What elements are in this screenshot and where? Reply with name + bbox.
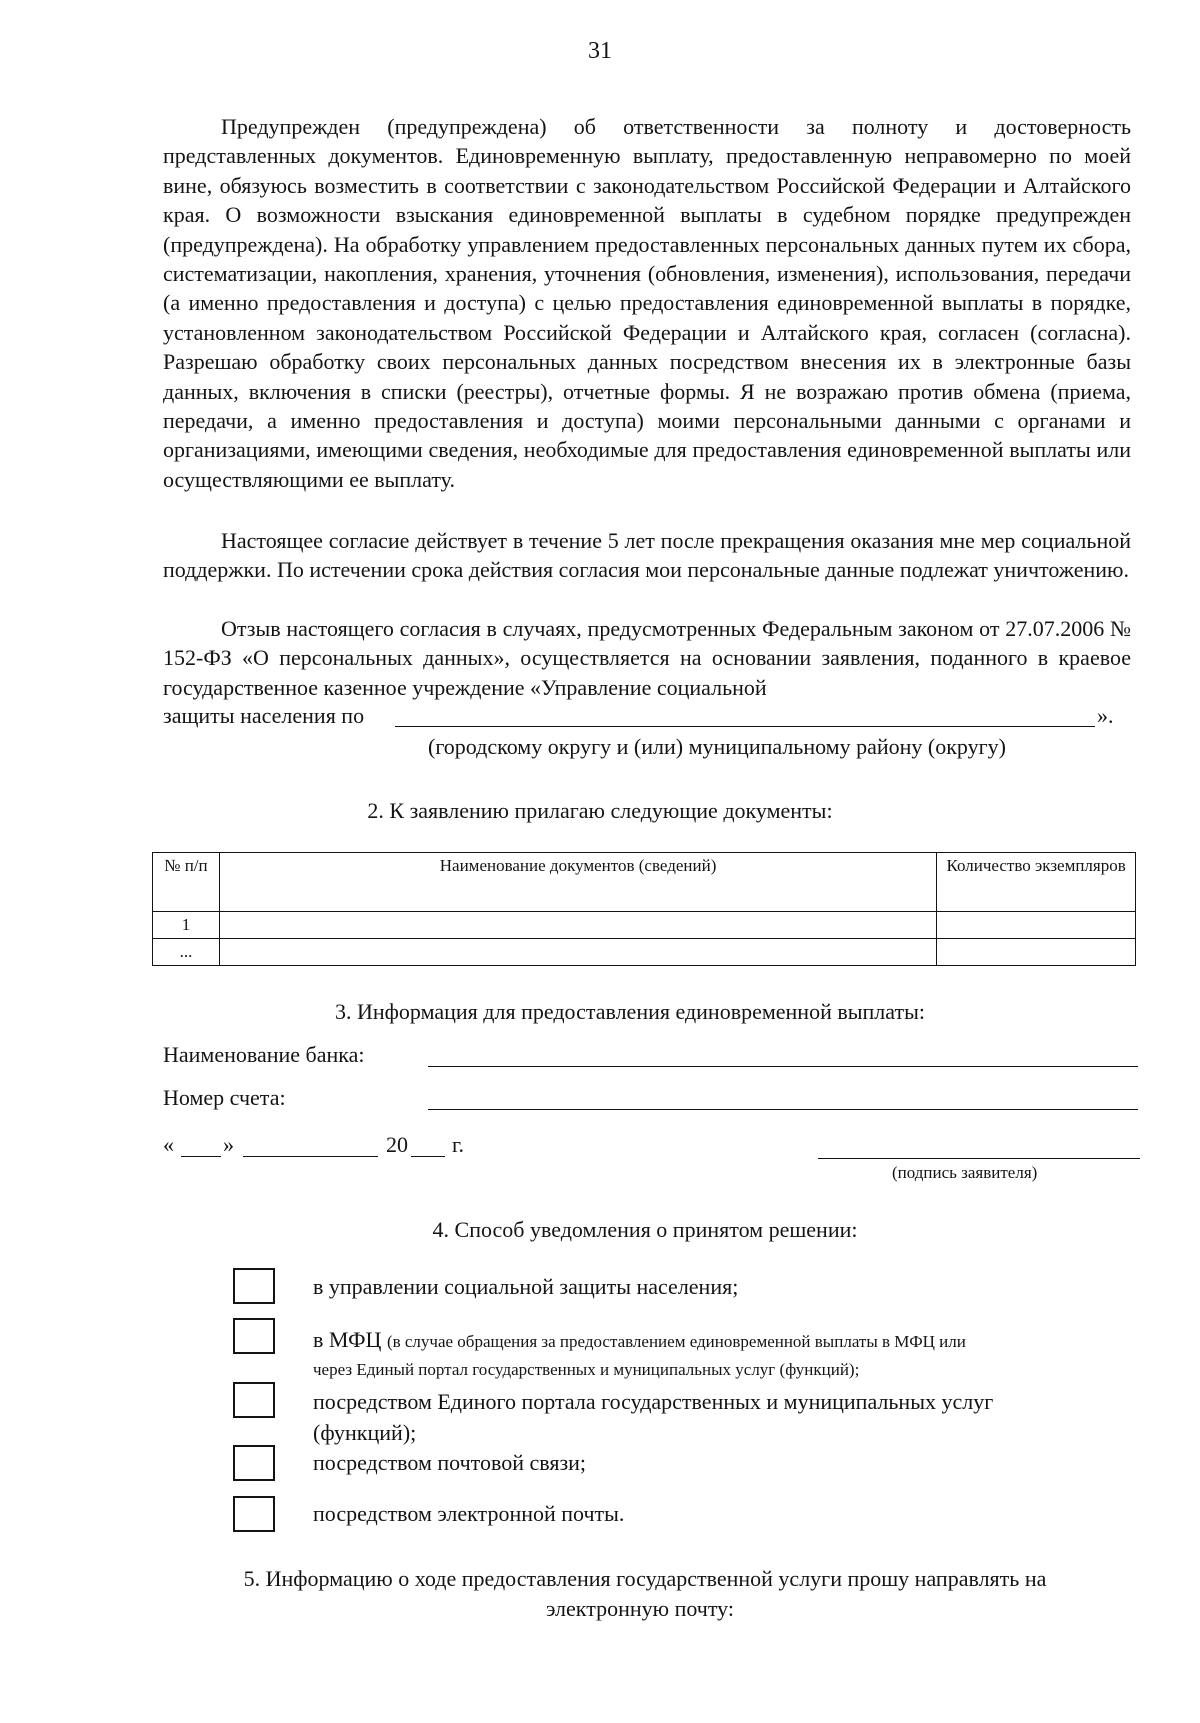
header-document-name: Наименование документов (сведений) bbox=[219, 853, 936, 912]
district-input-line[interactable] bbox=[395, 726, 1095, 727]
month-input-line[interactable] bbox=[243, 1156, 378, 1157]
bank-input-line[interactable] bbox=[428, 1066, 1138, 1067]
date-open-quote: « bbox=[163, 1132, 174, 1157]
consent-paragraph-1: Предупрежден (предупреждена) об ответственности за полноту и достоверность представленных документов. Единовременную выплату, предоставленную неправомерно по моей вине, обязуюсь возместить в соответствии с законодательством Российской Федерации и Алтайского края. О возможности взыскания единовременной выплаты в судебном порядке предупрежден (предупреждена). На обработку управлением предоставленных персональных данных путем их сбора, систематизации, накопления, хранения, уточнения (обновления, изменения), использования, передачи (а именно предоставления и доступа) с целью предоставления единовременной выплаты в порядке, установленном законодательством Российской Федерации и Алтайского края, согласен (согласна). Разрешаю обработку своих персональных данных посредством внесения их в электронные базы данных, включения в списки (реестры), отчетные формы. Я не возражаю против обмена (приема, передачи, а именно предоставления и доступа) моими персональными данными с органами и организациями, имеющими сведения, необходимые для предоставления единовременной выплаты или осуществляющими ее выплату. bbox=[163, 114, 1131, 492]
checkbox-social-protection[interactable] bbox=[233, 1268, 275, 1304]
row-document-cell[interactable] bbox=[219, 912, 936, 939]
row-number: 1 bbox=[153, 912, 220, 939]
consent-paragraph-3: Отзыв настоящего согласия в случаях, предусмотренных Федеральным законом от 27.07.2006 № 152-ФЗ «О персональных данных», осуществляется на основании заявления, поданного в краевое государственное казенное учреждение «Управление социальной bbox=[163, 616, 1131, 700]
option-gosuslugi-line2: (функций); bbox=[313, 1420, 417, 1445]
signature-caption: (подпись заявителя) bbox=[892, 1163, 1038, 1182]
option-mfc-label: в МФЦ bbox=[313, 1327, 382, 1352]
section2-title: 2. К заявлению прилагаю следующие документы: bbox=[367, 798, 833, 823]
row-number: ... bbox=[153, 939, 220, 966]
year-prefix: 20 bbox=[386, 1132, 408, 1157]
district-caption: (городскому округу и (или) муниципальному району (округу) bbox=[428, 734, 1006, 759]
account-input-line[interactable] bbox=[428, 1109, 1138, 1110]
year-suffix: г. bbox=[452, 1132, 465, 1157]
row-copies-cell[interactable] bbox=[937, 912, 1136, 939]
option-mfc-note-2: через Единый портал государственных и муниципальных услуг (функций); bbox=[313, 1360, 860, 1379]
section5-title-line2: электронную почту: bbox=[546, 1596, 734, 1621]
table-row bbox=[153, 912, 1136, 939]
header-copies: Количество экземпляров bbox=[937, 853, 1136, 912]
option-mfc-note-1: (в случае обращения за предоставлением единовременной выплаты в МФЦ или bbox=[386, 1332, 966, 1351]
checkbox-post[interactable] bbox=[233, 1445, 275, 1481]
district-label: защиты населения по bbox=[163, 703, 365, 728]
option-social-protection: в управлении социальной защиты населения; bbox=[313, 1274, 739, 1299]
checkbox-gosuslugi[interactable] bbox=[233, 1382, 275, 1418]
bank-label: Наименование банка: bbox=[163, 1042, 365, 1067]
account-label: Номер счета: bbox=[163, 1085, 286, 1110]
option-mfc-note-line bbox=[313, 1353, 859, 1385]
documents-table-header bbox=[153, 853, 1136, 912]
documents-table bbox=[152, 852, 1136, 966]
option-email: посредством электронной почты. bbox=[313, 1501, 625, 1526]
table-row bbox=[153, 939, 1136, 966]
row-document-cell[interactable] bbox=[219, 939, 936, 966]
consent-paragraph-2: Настоящее согласие действует в течение 5 лет после прекращения оказания мне мер социальной поддержки. По истечении срока действия согласия мои персональные данные подлежат уничтожению. bbox=[163, 528, 1131, 583]
district-closing-quote: ». bbox=[1097, 703, 1114, 728]
option-gosuslugi: посредством Единого портала государственных и муниципальных услуг bbox=[313, 1389, 994, 1414]
day-input-line[interactable] bbox=[181, 1156, 221, 1157]
year-input-line[interactable] bbox=[411, 1156, 445, 1157]
date-close-quote: » bbox=[223, 1132, 234, 1157]
page-number: 31 bbox=[588, 38, 612, 64]
checkbox-email[interactable] bbox=[233, 1496, 275, 1532]
section5-title-line1: 5. Информацию о ходе предоставления государственной услуги прошу направлять на bbox=[243, 1566, 1047, 1591]
option-post: посредством почтовой связи; bbox=[313, 1450, 587, 1475]
row-copies-cell[interactable] bbox=[937, 939, 1136, 966]
section4-title: 4. Способ уведомления о принятом решении: bbox=[432, 1217, 858, 1242]
section3-title: 3. Информация для предоставления единовременной выплаты: bbox=[335, 999, 925, 1024]
checkbox-mfc[interactable] bbox=[233, 1318, 275, 1354]
header-number: № п/п bbox=[153, 853, 220, 912]
